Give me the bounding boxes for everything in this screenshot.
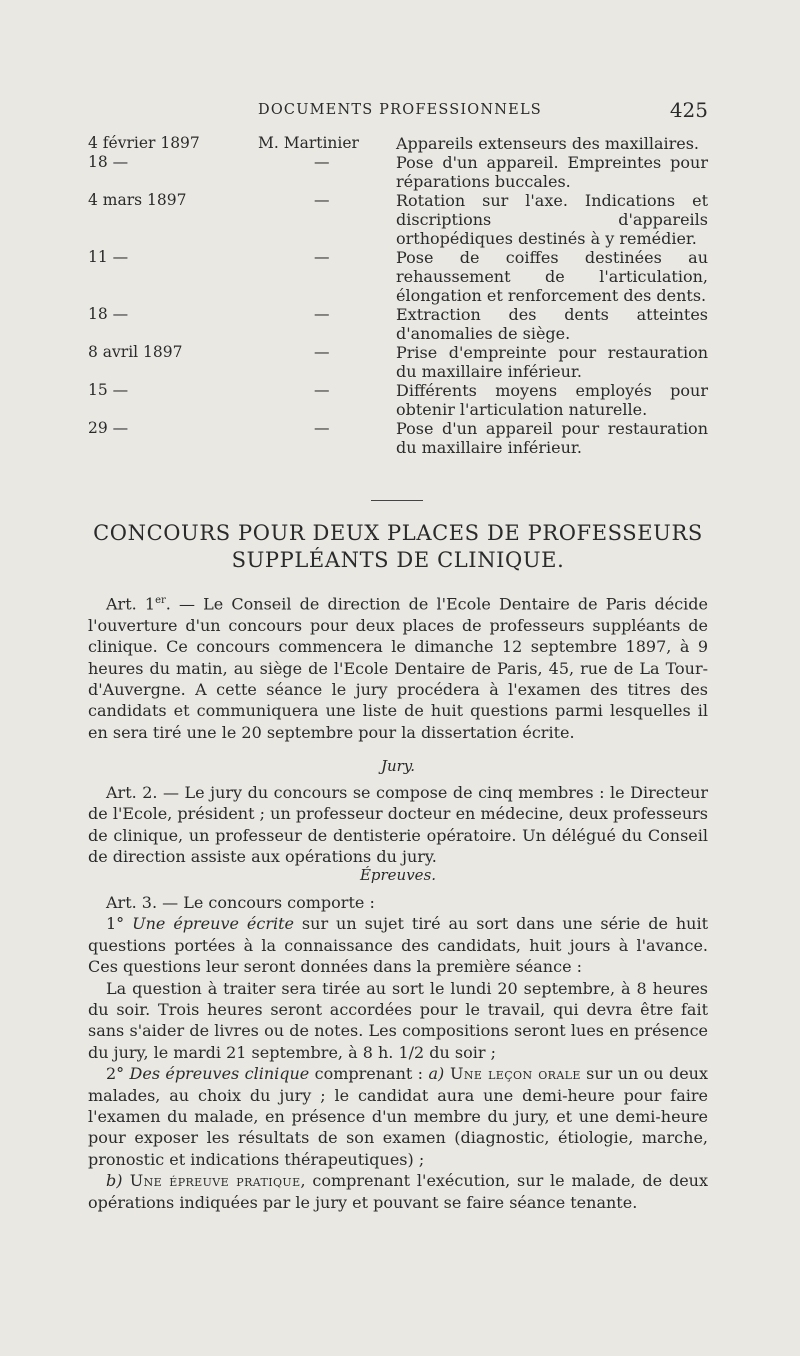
- item-number: 2°: [106, 1064, 130, 1084]
- jury-heading: Jury.: [380, 757, 416, 775]
- section-divider: [371, 500, 423, 501]
- schedule-lecturer: —: [314, 153, 330, 171]
- epreuve-ecrite-details: La question à traiter sera tirée au sort le lundi 20 septembre, à 8 heures du soir. Trois heures seront accordées pour le travail, qui devra être fait sans s'aider de livres ou de notes. Les compositions seront lues en présence du jury, le mardi 21 septembre, à 8 h. 1/2 du soir ;: [88, 978, 708, 1062]
- article-3: [88, 892, 708, 1213]
- schedule-subject: Appareils extenseurs des maxillaires.: [396, 134, 700, 153]
- article-label: Art. 1: [106, 594, 156, 614]
- schedule-row: [88, 153, 708, 191]
- running-head: [88, 98, 708, 126]
- item-text: sur un sujet tiré au sort dans une série de huit questions portées à la connaissance des candidats, huit jours à l'avance. Ces questions leur seront données dans la première séance :: [88, 914, 709, 977]
- epreuve-ecrite: [88, 913, 708, 977]
- schedule-date: 4 mars 1897: [88, 191, 187, 209]
- page-number: 425: [669, 98, 708, 122]
- article-2-paragraph: Art. 2. — Le jury du concours se compose de cinq membres : le Directeur de l'Ecole, président ; un professeur docteur en médecine, deux professeurs de clinique, un professeur de dentisterie opératoire. Un délégué du Conseil de direction assiste aux opérations du jury.: [88, 783, 708, 867]
- item-text: sur un ou deux malades, au choix du jury ; le candidat aura une demi-heure pour faire l'examen du malade, en présence d'un membre du jury, et une demi-heure pour exposer les résultats de son examen (diagnostic, étiologie, marche, pronostic et indications thérapeutiques) ;: [88, 1064, 708, 1169]
- schedule-date: 4 février 1897: [88, 134, 200, 152]
- schedule-lecturer: —: [314, 419, 330, 437]
- item-number: 1°: [106, 914, 133, 934]
- schedule-date: 18 —: [88, 153, 129, 171]
- section-title-line: SUPPLÉANTS DE CLINIQUE.: [231, 548, 565, 572]
- schedule-row: [88, 419, 708, 457]
- epreuves-heading: Épreuves.: [359, 866, 437, 884]
- schedule-table: [88, 134, 708, 457]
- epreuve-pratique: [88, 1170, 708, 1213]
- item-letter: b): [106, 1171, 123, 1191]
- schedule-row: [88, 134, 708, 153]
- schedule-subject: Différents moyens employés pour obtenir l'articulation naturelle.: [396, 381, 708, 419]
- article-text: . — Le Conseil de direction de l'Ecole Dentaire de Paris décide l'ouverture d'un concours pour deux places de professeurs suppléants de clinique. Ce concours commencera le dimanche 12 septembre 1897, à 9 heures du matin, au siège de l'Ecole Dentaire de Paris, 45, rue de La Tour-d'Auvergne. A cette séance le jury procédera à l'examen des titres des candidats et communiquera une liste de huit questions parmi lesquelles il en sera tiré une le 20 septembre pour la dissertation écrite.: [88, 594, 709, 742]
- item-text: , comprenant l'exécution, sur le malade, de deux opérations indiquées par le jury et pouvant se faire séance tenante.: [88, 1171, 708, 1212]
- schedule-row: [88, 381, 708, 419]
- schedule-date: 8 avril 1897: [88, 343, 183, 361]
- running-title: DOCUMENTS PROFESSIONNELS: [258, 102, 542, 118]
- item-connector: comprenant :: [309, 1064, 429, 1084]
- schedule-lecturer: —: [314, 381, 330, 399]
- schedule-row: [88, 248, 708, 305]
- schedule-subject: Pose d'un appareil. Empreintes pour réparations buccales.: [396, 153, 708, 191]
- schedule-row: [88, 343, 708, 381]
- schedule-lecturer: —: [314, 343, 330, 361]
- item-title: Une épreuve écrite: [132, 914, 294, 934]
- item-letter: a): [428, 1064, 445, 1084]
- schedule-subject: Rotation sur l'axe. Indications et discriptions d'appareils orthopédiques destinés à y remédier.: [396, 191, 708, 248]
- article-2: [88, 782, 708, 868]
- schedule-date: 29 —: [88, 419, 129, 437]
- schedule-subject: Pose d'un appareil pour restauration du maxillaire inférieur.: [396, 419, 708, 457]
- article-1-paragraph: [88, 590, 708, 743]
- schedule-subject: Prise d'empreinte pour restauration du maxillaire inférieur.: [396, 343, 708, 381]
- article-superscript: er: [155, 595, 166, 606]
- schedule-row: [88, 305, 708, 343]
- schedule-subject: Pose de coiffes destinées au rehaussement de l'articulation, élongation et renforcement des dents.: [396, 248, 708, 305]
- schedule-lecturer: —: [314, 305, 330, 323]
- item-subtitle: Une épreuve pratique: [122, 1171, 301, 1191]
- schedule-date: 11 —: [88, 248, 129, 266]
- schedule-row: [88, 191, 708, 248]
- section-title: [88, 520, 708, 574]
- schedule-date: 18 —: [88, 305, 129, 323]
- item-subtitle: Une leçon orale: [444, 1064, 581, 1084]
- section-title-line: CONCOURS POUR DEUX PLACES DE PROFESSEURS: [93, 521, 703, 545]
- schedule-date: 15 —: [88, 381, 129, 399]
- schedule-lecturer: M. Martinier: [258, 134, 359, 152]
- article-1: [88, 590, 708, 743]
- schedule-subject: Extraction des dents atteintes d'anomalies de siège.: [396, 305, 708, 343]
- article-3-intro: Art. 3. — Le concours comporte :: [106, 893, 375, 912]
- item-title: Des épreuves clinique: [129, 1064, 310, 1084]
- epreuve-clinique: [88, 1063, 708, 1170]
- schedule-lecturer: —: [314, 191, 330, 209]
- schedule-lecturer: —: [314, 248, 330, 266]
